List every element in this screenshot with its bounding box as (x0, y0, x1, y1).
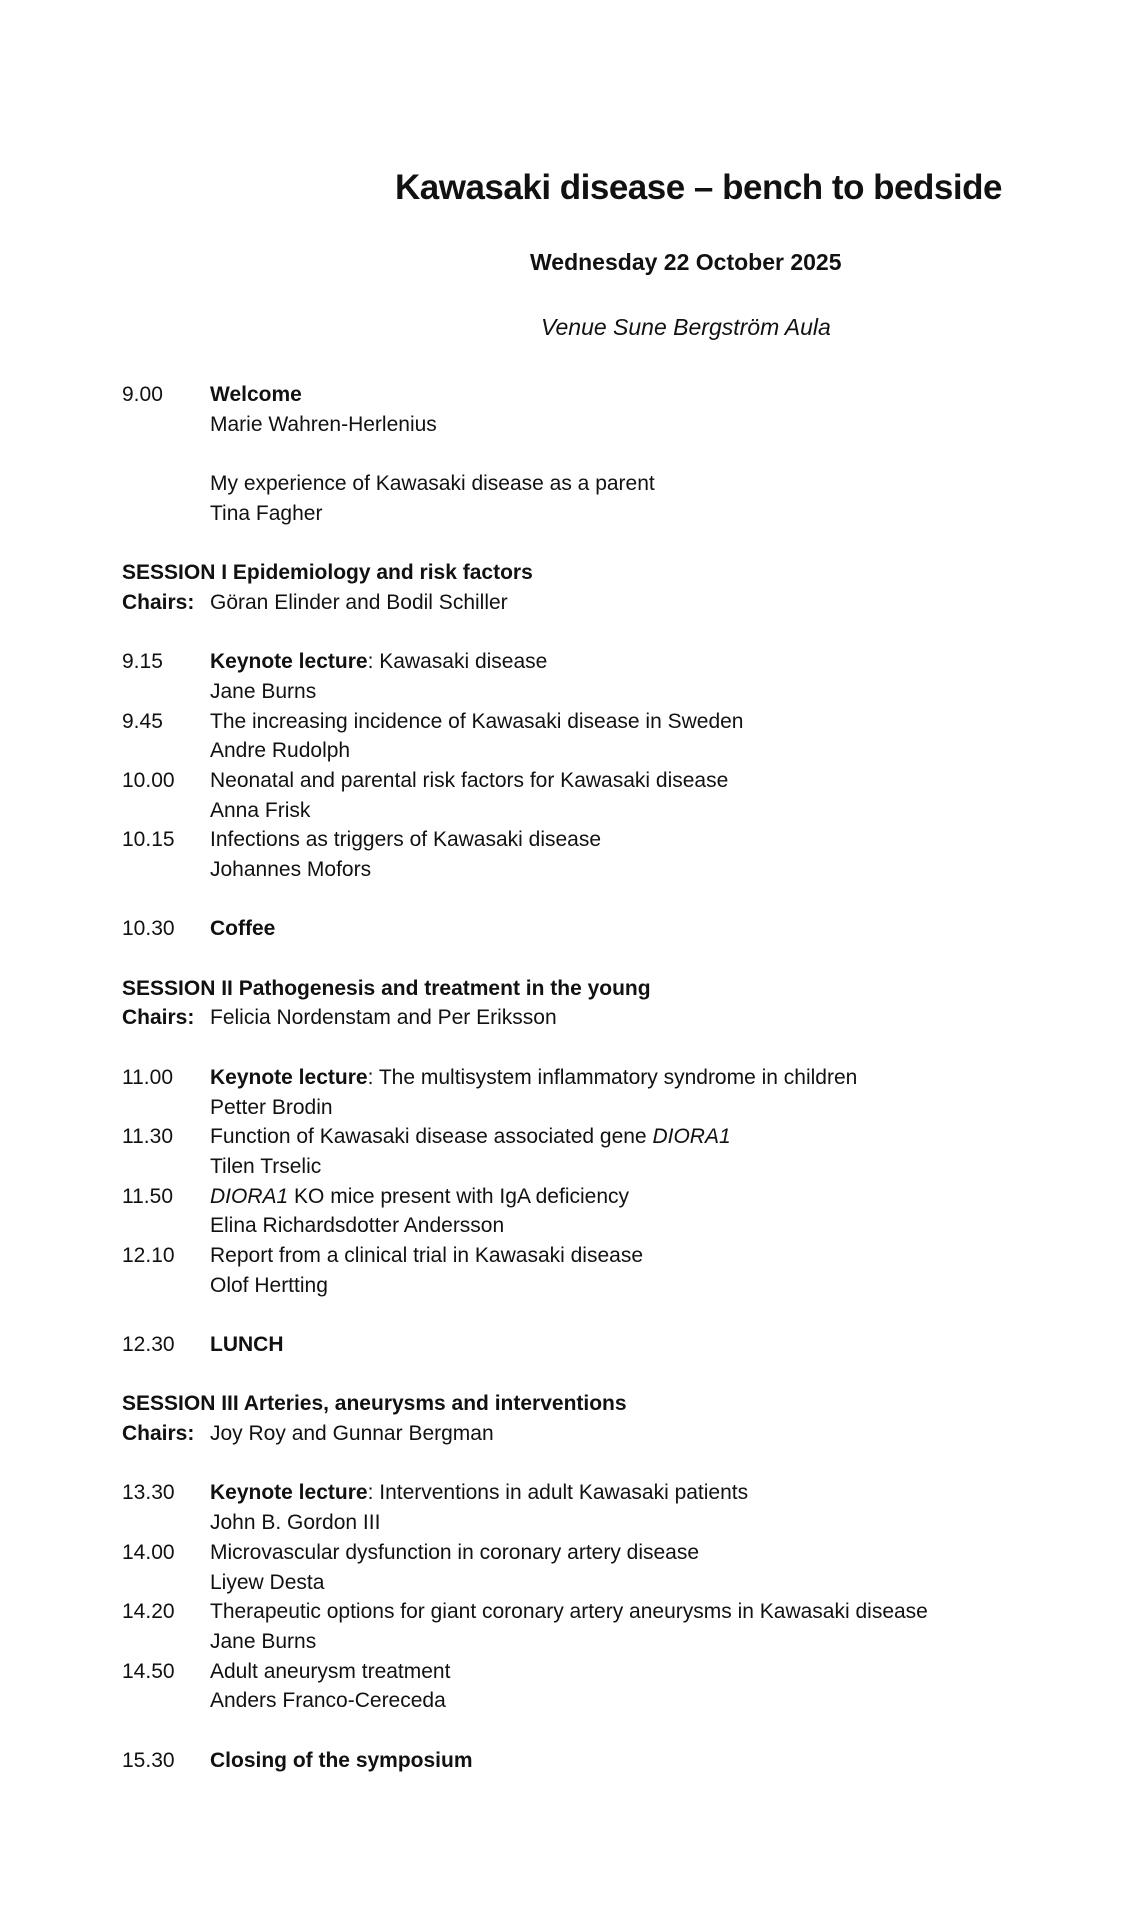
programme-item (122, 1182, 1122, 1212)
session-chairs (122, 1003, 1122, 1033)
programme-item (122, 1538, 1122, 1568)
break-label: LUNCH (210, 1333, 284, 1356)
item-title: : Kawasaki disease (367, 650, 548, 674)
time: 10.00 (122, 768, 175, 792)
chairs-names: Göran Elinder and Bodil Schiller (210, 590, 508, 614)
chairs-label: Chairs: (122, 1422, 195, 1446)
programme-item (122, 825, 1122, 855)
item-title: KO mice present with IgA deficiency (288, 1184, 630, 1208)
programme-item (122, 1597, 1122, 1627)
closing-item (122, 1746, 1122, 1776)
time: 15.30 (122, 1748, 175, 1772)
session-chairs (122, 588, 1122, 618)
session-heading (122, 1389, 1122, 1419)
speaker: Marie Wahren-Herlenius (210, 412, 437, 436)
time: 9.00 (122, 383, 163, 406)
event-venue: Venue Sune Bergström Aula (541, 314, 831, 340)
item-title: Therapeutic options for giant coronary artery aneurysms in Kawasaki disease (210, 1600, 928, 1624)
chairs-label: Chairs: (122, 590, 195, 614)
time: 11.30 (122, 1125, 173, 1149)
coffee-break (122, 914, 1122, 944)
item-title: Neonatal and parental risk factors for Kawasaki disease (210, 768, 729, 792)
programme (122, 380, 1122, 1775)
speaker: Elina Richardsdotter Andersson (210, 1214, 505, 1238)
welcome-item (122, 380, 1122, 410)
time: 11.00 (122, 1065, 173, 1089)
chairs-label: Chairs: (122, 1006, 195, 1030)
time: 12.30 (122, 1333, 175, 1356)
item-title: Closing of the symposium (210, 1748, 473, 1772)
time: 11.50 (122, 1184, 173, 1208)
time: 12.10 (122, 1243, 175, 1267)
break-label: Coffee (210, 917, 276, 941)
session-title: SESSION I Epidemiology and risk factors (122, 561, 533, 585)
time: 14.20 (122, 1600, 175, 1624)
item-title: Function of Kawasaki disease associated gene (210, 1125, 653, 1149)
speaker: Anna Frisk (210, 798, 311, 822)
speaker: Anders Franco-Cereceda (210, 1689, 446, 1713)
session-title: SESSION III Arteries, aneurysms and interventions (122, 1392, 627, 1416)
item-title: Infections as triggers of Kawasaki disease (210, 828, 602, 852)
gene-name: DIORA1 (652, 1125, 731, 1149)
programme-item (122, 1122, 1122, 1152)
event-date: Wednesday 22 October 2025 (530, 249, 842, 275)
time: 13.30 (122, 1481, 175, 1505)
speaker: Jane Burns (210, 1629, 317, 1653)
speaker: Petter Brodin (210, 1095, 333, 1119)
programme-item (122, 1657, 1122, 1687)
item-title: Report from a clinical trial in Kawasaki disease (210, 1243, 644, 1267)
item-title: : The multisystem inflammatory syndrome in children (367, 1065, 858, 1089)
speaker: Andre Rudolph (210, 739, 351, 763)
document-title: Kawasaki disease – bench to bedside (395, 168, 1002, 207)
item-title: Adult aneurysm treatment (210, 1659, 451, 1683)
chairs-names: Joy Roy and Gunnar Bergman (210, 1422, 494, 1446)
programme-item (122, 1063, 1122, 1093)
keynote-label: Keynote lecture (210, 1065, 368, 1089)
keynote-label: Keynote lecture (210, 650, 368, 674)
programme-item (122, 1241, 1122, 1271)
time: 10.15 (122, 828, 175, 852)
speaker: Jane Burns (210, 679, 317, 703)
speaker: Tilen Trselic (210, 1154, 322, 1178)
item-title: Welcome (210, 383, 302, 406)
programme-item (122, 766, 1122, 796)
programme-item (122, 647, 1122, 677)
speaker: Liyew Desta (210, 1570, 325, 1594)
programme-item (122, 707, 1122, 737)
speaker: John B. Gordon III (210, 1511, 381, 1535)
session-heading (122, 974, 1122, 1004)
time: 9.45 (122, 709, 163, 733)
speaker: Olof Hertting (210, 1273, 328, 1297)
time: 14.00 (122, 1540, 175, 1564)
lunch-break (122, 1330, 1122, 1360)
speaker: Johannes Mofors (210, 858, 372, 881)
keynote-label: Keynote lecture (210, 1481, 368, 1505)
item-title: My experience of Kawasaki disease as a parent (210, 472, 655, 496)
time: 10.30 (122, 917, 175, 941)
item-title: Microvascular dysfunction in coronary artery disease (210, 1540, 700, 1564)
session-title: SESSION II Pathogenesis and treatment in the young (122, 976, 651, 1000)
gene-name: DIORA1 (210, 1184, 289, 1208)
programme-item (122, 1478, 1122, 1508)
time: 14.50 (122, 1659, 175, 1683)
item-title: : Interventions in adult Kawasaki patients (367, 1481, 749, 1505)
session-heading (122, 558, 1122, 588)
time: 9.15 (122, 650, 163, 674)
speaker: Tina Fagher (210, 501, 323, 525)
item-title: The increasing incidence of Kawasaki disease in Sweden (210, 709, 744, 733)
chairs-names: Felicia Nordenstam and Per Eriksson (210, 1006, 557, 1030)
session-chairs (122, 1419, 1122, 1449)
